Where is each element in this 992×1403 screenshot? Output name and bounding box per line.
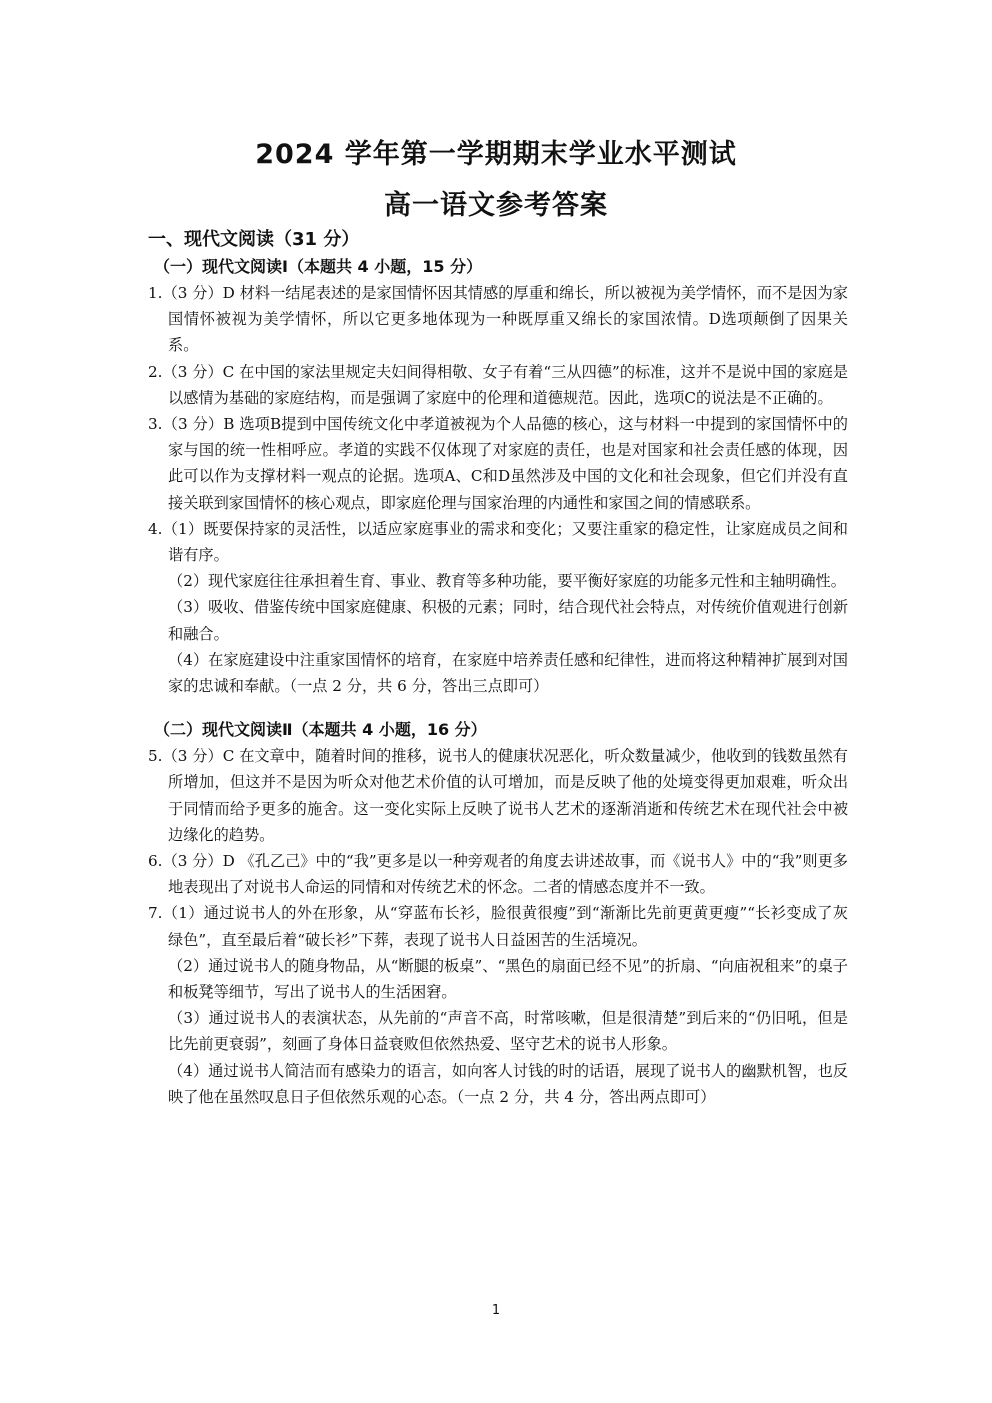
- page-number: 1: [491, 1303, 501, 1318]
- answer-q4-point3: （3）吸收、借鉴传统中国家庭健康、积极的元素；同时，结合现代社会特点，对传统价值观进行创新和融合。: [168, 598, 848, 643]
- answer-q1: 1.（3 分）D 材料一结尾表述的是家国情怀因其情感的厚重和绵长，所以被视为美学情怀，而不是因为家国情怀被视为美学情怀，所以它更多地体现为一种既厚重又绵长的家国浓情。D选项颠倒了因果关系。: [148, 284, 848, 355]
- part1-heading: （一）现代文阅读Ⅰ（本题共 4 小题，15 分）: [154, 257, 483, 276]
- section-heading: 一、现代文阅读（31 分）: [148, 229, 360, 250]
- answer-q4-point4: （4）在家庭建设中注重家国情怀的培育，在家庭中培养责任感和纪律性，进而将这种精神扩展到对国家的忠诚和奉献。（一点 2 分，共 6 分，答出三点即可）: [168, 650, 848, 696]
- exam-title: 2024 学年第一学期期末学业水平测试: [255, 139, 737, 170]
- answer-q6: 6.（3 分）D 《孔乙己》中的“我”更多是以一种旁观者的角度去讲述故事，而《说书人》中的“我”则更多地表现出了对说书人命运的同情和对传统艺术的怀念。二者的情感态度并不一致。: [148, 852, 848, 897]
- answer-q4-point2: （2）现代家庭往往承担着生育、事业、教育等多种功能，要平衡好家庭的功能多元性和主轴明确性。: [168, 572, 846, 591]
- answer-q5: 5.（3 分）C 在文章中，随着时间的推移，说书人的健康状况恶化，听众数量减少，他收到的钱数虽然有所增加，但这并不是因为听众对他艺术价值的认可增加，而是反映了他的处境变得更加艰难，听众出于同情而给予更多的施舍。这一变化实际上反映了说书人艺术的逐渐消逝和传统艺术在现代社会中被边缘化的趋势。: [148, 747, 848, 844]
- answer-q2: 2.（3 分）C 在中国的家法里规定夫妇间得相敬、女子有着“三从四德”的标准，这并不是说中国的家庭是以感情为基础的家庭结构，而是强调了家庭中的伦理和道德规范。因此，选项C的说法是不正确的。: [148, 362, 848, 407]
- answer-q7-point1: 7.（1）通过说书人的外在形象，从“穿蓝布长衫，脸很黄很瘦”到“渐渐比先前更黄更瘦”“长衫变成了灰绿色”，直至最后着“破长衫”下葬，表现了说书人日益困苦的生活境况。: [148, 904, 848, 949]
- answer-q7-point4: （4）通过说书人简洁而有感染力的语言，如向客人讨钱的时的话语，展现了说书人的幽默机智，也反映了他在虽然叹息日子但依然乐观的心态。（一点 2 分，共 4 分，答出两点即可）: [168, 1061, 848, 1106]
- exam-subtitle: 高一语文参考答案: [384, 190, 608, 221]
- answer-q7-point2: （2）通过说书人的随身物品，从“断腿的板桌”、“黑色的扇面已经不见”的折扇、“向庙祝租来”的桌子和板凳等细节，写出了说书人的生活困窘。: [168, 956, 848, 1002]
- part2-heading: （二）现代文阅读Ⅱ（本题共 4 小题，16 分）: [154, 720, 487, 740]
- answer-content: [148, 226, 848, 1110]
- answer-q4-point1: 4.（1）既要保持家的灵活性，以适应家庭事业的需求和变化；又要注重家的稳定性，让家庭成员之间和谐有序。: [148, 519, 848, 565]
- answer-q7-point3: （3）通过说书人的表演状态，从先前的“声音不高，时常咳嗽，但是很清楚”到后来的“仍旧吼，但是比先前更衰弱”，刻画了身体日益衰败但依然热爱、坚守艺术的说书人形象。: [168, 1009, 848, 1054]
- answer-q3: 3.（3 分）B 选项B提到中国传统文化中孝道被视为个人品德的核心，这与材料一中提到的家国情怀中的家与国的统一性相呼应。孝道的实践不仅体现了对家庭的责任，也是对国家和社会责任感的体现，因此可以作为支撑材料一观点的论据。选项A、C和D虽然涉及中国的文化和社会现象，但它们并没有直接关联到家国情怀的核心观点，即家庭伦理与国家治理的内通性和家国之间的情感联系。: [148, 415, 848, 512]
